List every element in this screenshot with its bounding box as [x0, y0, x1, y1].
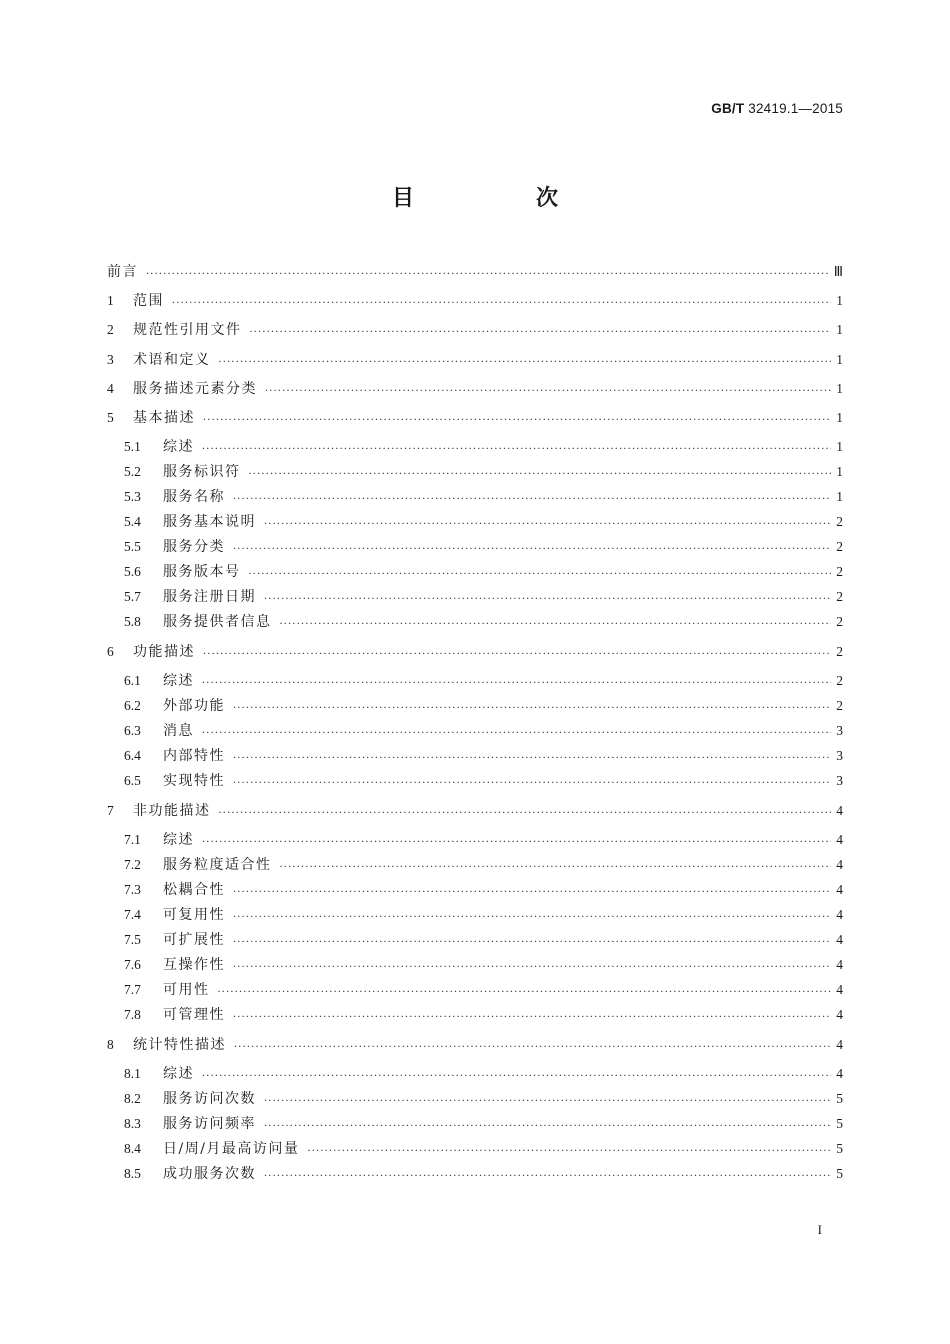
toc-entry-page: 2: [836, 564, 843, 579]
toc-leader-dots: [250, 320, 832, 340]
toc-entry[interactable]: [124, 562, 843, 582]
toc-entry-number: 8.4: [124, 1141, 141, 1156]
toc-leader-dots: [233, 955, 831, 975]
toc-entry-page: Ⅲ: [833, 264, 843, 279]
toc-leader-dots: [218, 980, 832, 1000]
toc-entry-title: 功能描述: [133, 644, 195, 660]
toc-entry-page: 2: [836, 514, 843, 529]
toc-entry-title: 内部特性: [163, 748, 225, 764]
toc-leader-dots: [203, 642, 831, 662]
toc-leader-dots: [202, 721, 831, 741]
toc-entry-title: 服务访问频率: [163, 1116, 256, 1132]
toc-entry-page: 1: [836, 464, 843, 479]
toc-leader-dots: [249, 462, 832, 482]
toc-entry-title: 前言: [107, 264, 138, 280]
toc-entry-page: 5: [836, 1091, 843, 1106]
toc-entry-title: 服务访问次数: [163, 1091, 256, 1107]
standard-number: 32419.1—2015: [748, 101, 843, 116]
toc-leader-dots: [249, 562, 832, 582]
toc-entry[interactable]: [107, 320, 843, 340]
toc-entry-title: 基本描述: [133, 410, 195, 426]
toc-entry-title: 综述: [163, 673, 194, 689]
toc-entry-page: 4: [836, 932, 843, 947]
toc-entry-number: 5.4: [124, 514, 141, 529]
toc-leader-dots: [264, 512, 831, 532]
toc-entry-number: 7.7: [124, 982, 141, 997]
toc-entry-page: 1: [836, 322, 843, 337]
toc-entry-page: 2: [836, 644, 843, 659]
page-number: I: [817, 1222, 822, 1237]
toc-entry-title: 实现特性: [163, 773, 225, 789]
toc-leader-dots: [265, 379, 831, 399]
toc-entry-page: 3: [836, 723, 843, 738]
toc-leader-dots: [172, 291, 831, 311]
toc-entry-page: 5: [836, 1116, 843, 1131]
toc-entry-number: 5.8: [124, 614, 141, 629]
toc-entry[interactable]: [124, 1089, 843, 1109]
toc-entry-page: 3: [836, 773, 843, 788]
toc-entry-number: 7: [107, 803, 114, 818]
toc-entry-number: 8.1: [124, 1066, 141, 1081]
toc-entry-number: 7.2: [124, 857, 141, 872]
toc-entry-title: 消息: [163, 723, 194, 739]
toc-entry-page: 2: [836, 698, 843, 713]
toc-entry[interactable]: [124, 721, 843, 741]
toc-leader-dots: [280, 612, 832, 632]
toc-entry[interactable]: [124, 1139, 843, 1159]
toc-entry-page: 4: [836, 857, 843, 872]
toc-leader-dots: [264, 1164, 831, 1184]
toc-entry-number: 5.6: [124, 564, 141, 579]
toc-entry-number: 7.6: [124, 957, 141, 972]
toc-leader-dots: [233, 930, 831, 950]
toc-entry-number: 7.3: [124, 882, 141, 897]
toc-entry-title: 规范性引用文件: [133, 322, 242, 338]
toc-entry[interactable]: [124, 512, 843, 532]
toc-leader-dots: [219, 350, 832, 370]
toc-entry-page: 3: [836, 748, 843, 763]
toc-entry-number: 1: [107, 293, 114, 308]
toc-entry-page: 5: [836, 1141, 843, 1156]
toc-entry[interactable]: [107, 642, 843, 662]
toc-entry-page: 4: [836, 907, 843, 922]
toc-entry[interactable]: [124, 1005, 843, 1025]
toc-entry-title: 服务版本号: [163, 564, 241, 580]
toc-entry-title: 服务名称: [163, 489, 225, 505]
toc-entry[interactable]: [107, 350, 843, 370]
toc-entry-page: 4: [836, 1037, 843, 1052]
toc-entry-number: 8.3: [124, 1116, 141, 1131]
toc-entry-title: 非功能描述: [133, 803, 211, 819]
toc-entry-page: 1: [836, 439, 843, 454]
toc-entry-title: 服务注册日期: [163, 589, 256, 605]
toc-entry-number: 7.5: [124, 932, 141, 947]
toc-entry-number: 5: [107, 410, 114, 425]
toc-entry-number: 5.3: [124, 489, 141, 504]
toc-leader-dots: [202, 437, 831, 457]
toc-entry[interactable]: [124, 905, 843, 925]
toc-entry-page: 1: [836, 489, 843, 504]
toc-entry-title: 可用性: [163, 982, 210, 998]
toc-entry-title: 综述: [163, 439, 194, 455]
toc-entry-title: 综述: [163, 1066, 194, 1082]
toc-entry[interactable]: [124, 746, 843, 766]
toc-entry-number: 7.4: [124, 907, 141, 922]
toc-entry-number: 6.2: [124, 698, 141, 713]
toc-entry-title: 范围: [133, 293, 164, 309]
toc-entry[interactable]: [124, 696, 843, 716]
toc-leader-dots: [219, 801, 832, 821]
toc-entry-page: 4: [836, 1066, 843, 1081]
toc-entry-title: 服务基本说明: [163, 514, 256, 530]
toc-entry-number: 6.3: [124, 723, 141, 738]
toc-entry[interactable]: [124, 487, 843, 507]
toc-entry-number: 5.7: [124, 589, 141, 604]
toc-leader-dots: [233, 696, 831, 716]
toc-entry-page: 2: [836, 673, 843, 688]
toc-leader-dots: [202, 830, 831, 850]
toc-leader-dots: [234, 1035, 831, 1055]
toc-entry-title: 日/周/月最高访问量: [163, 1141, 300, 1157]
toc-entry-page: 1: [836, 293, 843, 308]
toc-entry-page: 1: [836, 410, 843, 425]
toc-leader-dots: [233, 771, 831, 791]
toc-entry[interactable]: [124, 612, 843, 632]
standard-code: [711, 101, 843, 116]
toc-leader-dots: [307, 1139, 831, 1159]
toc-leader-dots: [202, 1064, 831, 1084]
toc-entry-title: 服务提供者信息: [163, 614, 272, 630]
toc-entry-page: 1: [836, 352, 843, 367]
toc-entry[interactable]: [124, 930, 843, 950]
toc-entry[interactable]: [124, 537, 843, 557]
toc-leader-dots: [146, 262, 830, 282]
toc-entry-number: 2: [107, 322, 114, 337]
toc-entry-page: 4: [836, 803, 843, 818]
toc-entry-number: 5.1: [124, 439, 141, 454]
toc-entry[interactable]: [124, 437, 843, 457]
toc-entry-page: 2: [836, 539, 843, 554]
toc-entry[interactable]: [107, 1035, 843, 1055]
toc-entry-page: 4: [836, 882, 843, 897]
toc-entry-number: 8.5: [124, 1166, 141, 1181]
toc-entry[interactable]: [124, 587, 843, 607]
toc-entry-page: 4: [836, 957, 843, 972]
toc-entry-number: 7.8: [124, 1007, 141, 1022]
toc-entry-number: 8.2: [124, 1091, 141, 1106]
toc-entry-title: 术语和定义: [133, 352, 211, 368]
toc-entry-page: 2: [836, 614, 843, 629]
toc-entry[interactable]: [124, 955, 843, 975]
toc-entry-page: 4: [836, 832, 843, 847]
toc-entry[interactable]: [124, 980, 843, 1000]
toc-leader-dots: [233, 905, 831, 925]
toc-entry-title: 可管理性: [163, 1007, 225, 1023]
toc-entry-page: 2: [836, 589, 843, 604]
toc-entry-number: 6.1: [124, 673, 141, 688]
toc-leader-dots: [233, 1005, 831, 1025]
toc-entry-number: 4: [107, 381, 114, 396]
toc-entry[interactable]: [107, 801, 843, 821]
toc-leader-dots: [280, 855, 832, 875]
toc-entry[interactable]: [107, 291, 843, 311]
toc-entry-number: 7.1: [124, 832, 141, 847]
toc-entry-page: 5: [836, 1166, 843, 1181]
toc-entry[interactable]: [124, 855, 843, 875]
toc-entry-number: 6.5: [124, 773, 141, 788]
toc-entry[interactable]: [124, 880, 843, 900]
toc-entry-title: 服务标识符: [163, 464, 241, 480]
toc-leader-dots: [264, 1089, 831, 1109]
toc-entry[interactable]: [124, 1114, 843, 1134]
toc-entry-title: 统计特性描述: [133, 1037, 226, 1053]
toc-leader-dots: [233, 537, 831, 557]
toc-entry-number: 6.4: [124, 748, 141, 763]
toc-entry[interactable]: [107, 262, 843, 282]
toc-leader-dots: [202, 671, 831, 691]
toc-entry-title: 互操作性: [163, 957, 225, 973]
toc-entry-number: 5.5: [124, 539, 141, 554]
toc-entry-title: 服务粒度适合性: [163, 857, 272, 873]
toc-entry[interactable]: [107, 379, 843, 399]
toc-entry[interactable]: [124, 1164, 843, 1184]
toc-leader-dots: [264, 1114, 831, 1134]
toc-entry-title: 外部功能: [163, 698, 225, 714]
toc-entry-title: 服务分类: [163, 539, 225, 555]
toc-leader-dots: [233, 880, 831, 900]
toc-entry-title: 综述: [163, 832, 194, 848]
toc-entry[interactable]: [124, 462, 843, 482]
toc-entry-title: 服务描述元素分类: [133, 381, 257, 397]
toc-entry[interactable]: [124, 671, 843, 691]
toc-entry-title: 可扩展性: [163, 932, 225, 948]
toc-entry-page: 4: [836, 982, 843, 997]
page-title: 目 次: [391, 186, 608, 211]
toc-entry-number: 5.2: [124, 464, 141, 479]
toc-entry-title: 成功服务次数: [163, 1166, 256, 1182]
toc-leader-dots: [233, 487, 831, 507]
toc-entry-number: 8: [107, 1037, 114, 1052]
toc-entry[interactable]: [124, 1064, 843, 1084]
toc-leader-dots: [264, 587, 831, 607]
toc-leader-dots: [203, 408, 831, 428]
standard-prefix: GB/T: [711, 101, 745, 116]
toc-entry-title: 松耦合性: [163, 882, 225, 898]
toc-entry[interactable]: [107, 408, 843, 428]
toc-entry-number: 3: [107, 352, 114, 367]
toc-entry[interactable]: [124, 771, 843, 791]
toc-leader-dots: [233, 746, 831, 766]
toc-entry[interactable]: [124, 830, 843, 850]
toc-entry-title: 可复用性: [163, 907, 225, 923]
toc-entry-page: 1: [836, 381, 843, 396]
toc-entry-number: 6: [107, 644, 114, 659]
toc-entry-page: 4: [836, 1007, 843, 1022]
